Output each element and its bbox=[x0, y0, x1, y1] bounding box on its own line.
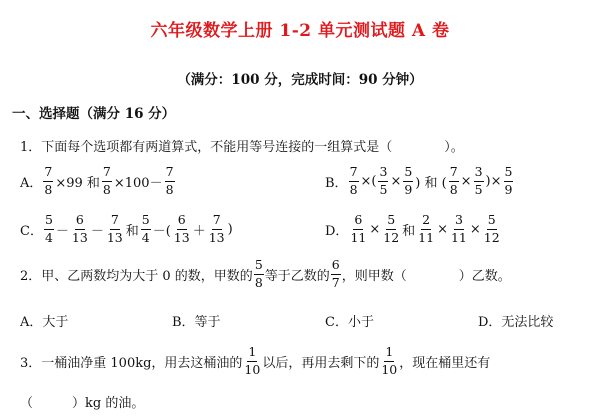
operator-text: ＋ bbox=[192, 223, 206, 239]
fraction: $\frac{7}{8}$ bbox=[449, 164, 458, 197]
option-text: B．等于 bbox=[172, 315, 221, 330]
fraction: $\frac{6}{13}$ bbox=[71, 212, 88, 245]
fraction: $\frac{7}{8}$ bbox=[165, 164, 174, 197]
operator-text: 和 bbox=[125, 223, 139, 239]
q1-stem bbox=[20, 136, 464, 155]
operator-text: ×100－ bbox=[113, 175, 163, 191]
q3-stem-text-c: ，现在桶里还有 bbox=[399, 355, 491, 371]
operator-text: ×99 和 bbox=[55, 175, 100, 191]
option-label: D． bbox=[325, 223, 349, 239]
fraction: $\frac{7}{8}$ bbox=[349, 164, 358, 197]
option-label: B． bbox=[325, 175, 348, 191]
operator-text: × bbox=[437, 221, 448, 237]
q3-stem-text-a: 3．一桶油净重 100kg，用去这桶油的 bbox=[20, 355, 243, 371]
q2-stem bbox=[20, 259, 511, 289]
fraction: $\frac{7}{8}$ bbox=[102, 164, 111, 197]
q3-line2 bbox=[20, 392, 144, 411]
operator-text: ) 和 ( bbox=[415, 175, 447, 191]
fraction: $\frac{5}{9}$ bbox=[504, 164, 513, 197]
operator-text: ×( bbox=[360, 173, 377, 189]
option-label: A． bbox=[20, 175, 43, 191]
section-heading: 一、选择题（满分 16 分） bbox=[12, 106, 176, 122]
operator-text: × bbox=[460, 173, 472, 189]
q2-stem-text-a: 2．甲、乙两数均为大于 0 的数，甲数的 bbox=[20, 268, 253, 284]
q2-option-d bbox=[478, 311, 553, 330]
q1-option-b bbox=[325, 166, 514, 196]
fraction: $\frac{6}{7}$ bbox=[331, 257, 340, 290]
fraction: $\frac{3}{5}$ bbox=[379, 164, 388, 197]
q2-option-c bbox=[325, 311, 374, 330]
q1-option-a bbox=[20, 166, 176, 196]
operator-text: －( bbox=[152, 223, 171, 239]
fraction: $\frac{5}{9}$ bbox=[404, 164, 413, 197]
q1-option-c bbox=[20, 214, 234, 244]
q2-stem-text-c: ，则甲数（ ）乙数。 bbox=[341, 268, 511, 284]
fraction: $\frac{3}{11}$ bbox=[450, 212, 467, 245]
operator-text: × bbox=[369, 221, 381, 237]
fraction: $\frac{6}{11}$ bbox=[350, 212, 367, 245]
fraction: $\frac{7}{13}$ bbox=[106, 212, 123, 245]
page-title: 六年级数学上册 1-2 单元测试题 A 卷 bbox=[150, 21, 450, 41]
operator-text: － bbox=[55, 223, 69, 239]
operator-text: )× bbox=[485, 173, 502, 189]
fraction: $\frac{2}{11}$ bbox=[418, 212, 435, 245]
q2-option-a bbox=[20, 311, 68, 330]
option-text: D．无法比较 bbox=[478, 315, 554, 330]
fraction: $\frac{7}{13}$ bbox=[208, 212, 225, 245]
fraction: $\frac{1}{10}$ bbox=[244, 344, 261, 377]
fraction: $\frac{5}{4}$ bbox=[44, 212, 53, 245]
operator-text: ) bbox=[227, 221, 233, 237]
q3-stem-text-b: 以后，再用去剩下的 bbox=[262, 355, 380, 371]
operator-text: × bbox=[469, 221, 481, 237]
operator-text: × bbox=[390, 173, 402, 189]
fraction: $\frac{5}{4}$ bbox=[141, 212, 150, 245]
q2-option-b bbox=[172, 311, 221, 330]
option-text: C．小于 bbox=[325, 315, 374, 330]
q1-stem-text: 1．下面每个选项都有两道算式，不能用等号连接的一组算式是（ ）。 bbox=[20, 140, 464, 155]
fraction: $\frac{1}{10}$ bbox=[381, 344, 398, 377]
q3-stem bbox=[20, 346, 490, 376]
q1-option-d bbox=[325, 214, 502, 244]
fraction: $\frac{3}{5}$ bbox=[474, 164, 483, 197]
fraction: $\frac{7}{8}$ bbox=[44, 164, 53, 197]
operator-text: － bbox=[90, 223, 104, 239]
operator-text: 和 bbox=[402, 223, 416, 239]
fraction: $\frac{5}{8}$ bbox=[254, 257, 263, 290]
q3-answer-blank-text: （ ）kg 的油。 bbox=[20, 396, 145, 411]
fraction: $\frac{6}{13}$ bbox=[173, 212, 190, 245]
option-label: C． bbox=[20, 223, 43, 239]
fraction: $\frac{5}{12}$ bbox=[483, 212, 500, 245]
fraction: $\frac{5}{12}$ bbox=[383, 212, 400, 245]
option-text: A．大于 bbox=[20, 315, 69, 330]
q2-stem-text-b: 等于乙数的 bbox=[264, 268, 330, 284]
page-subtitle: （满分：100 分，完成时间：90 分钟） bbox=[177, 72, 423, 88]
